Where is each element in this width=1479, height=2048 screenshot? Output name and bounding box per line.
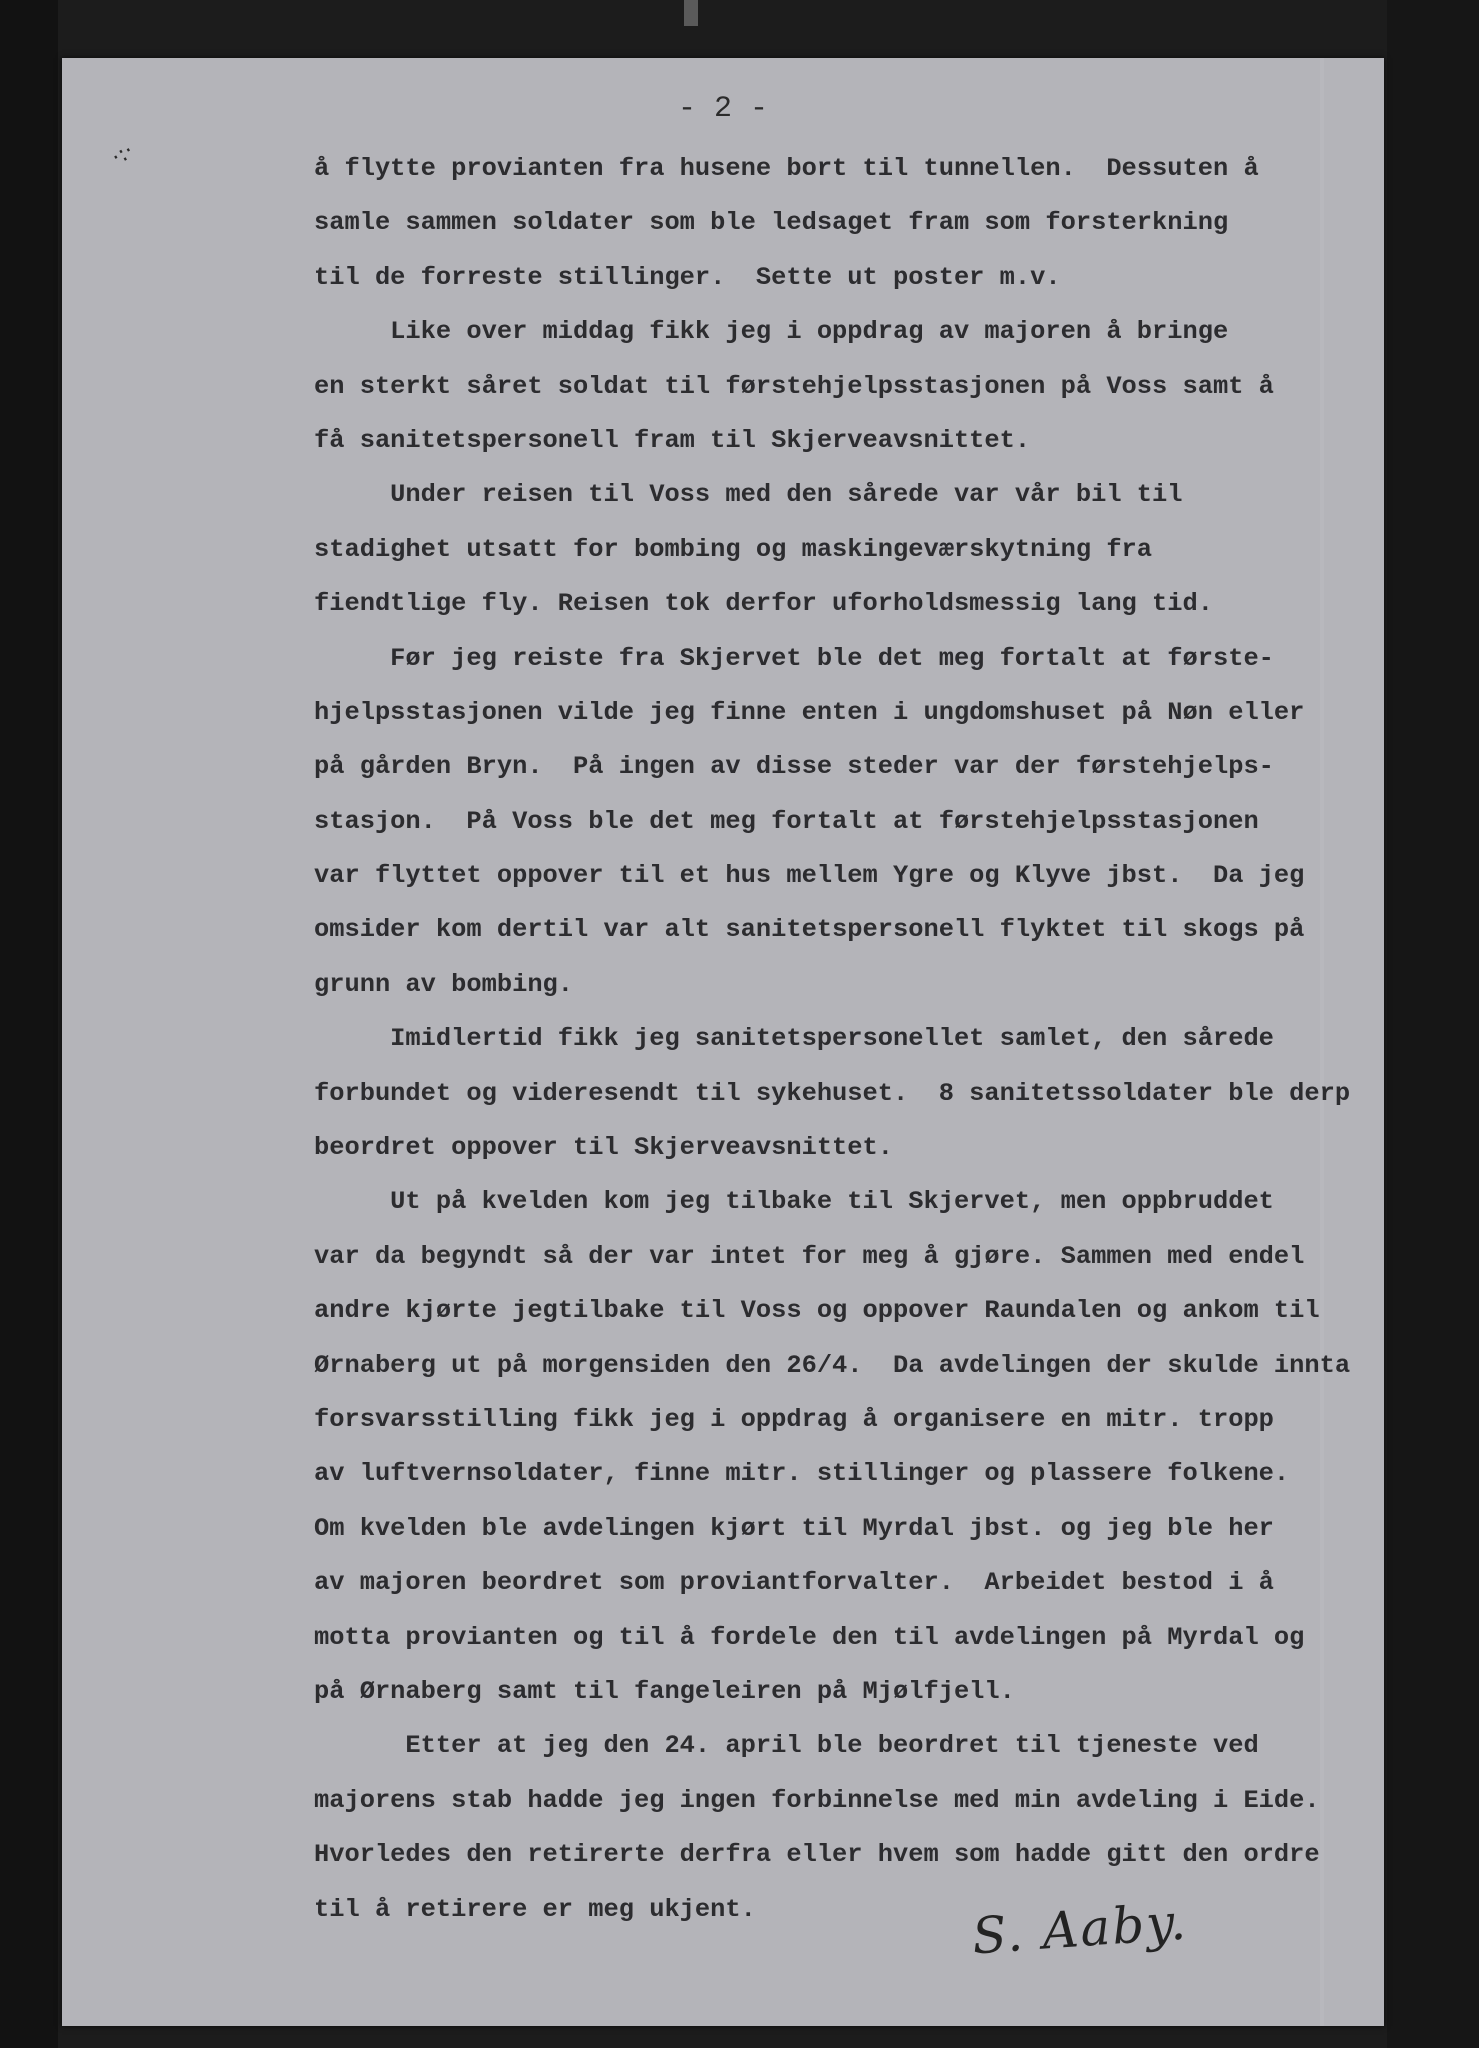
text-line: Ørnaberg ut på morgensiden den 26/4. Da avdelingen der skulde innta [314,1350,1351,1380]
text-line: majorens stab hadde jeg ingen forbinnelse med min avdeling i Eide. [314,1785,1320,1815]
text-line: Imidlertid fikk jeg sanitetspersonellet samlet, den sårede [314,1024,1274,1054]
text-line: grunn av bombing. [314,969,574,999]
text-line: på gården Bryn. På ingen av disse steder var der førstehjelps- [314,752,1274,782]
corner-mark: ·:· [107,138,139,171]
text-line: Om kvelden ble avdelingen kjørt til Myrdal jbst. og jeg ble her [314,1513,1274,1543]
text-line: en sterkt såret soldat til førstehjelpsstasjonen på Voss samt å [314,371,1274,401]
text-line: Etter at jeg den 24. april ble beordret til tjeneste ved [314,1731,1259,1761]
text-line: fiendtlige fly. Reisen tok derfor uforholdsmessig lang tid. [314,589,1213,619]
binding-clip [684,0,698,26]
text-line: Like over middag fikk jeg i oppdrag av majoren å bringe [314,317,1229,347]
text-line: omsider kom dertil var alt sanitetspersonell flyktet til skogs på [314,915,1305,945]
text-line: til de forreste stillinger. Sette ut poster m.v. [314,262,1061,292]
text-line: forbundet og videresendt til sykehuset. 8 sanitetssoldater ble derp [314,1078,1351,1108]
scan-background-left [0,0,58,2048]
text-line: motta provianten og til å fordele den til avdelingen på Myrdal og [314,1622,1305,1652]
text-line: var flyttet oppover til et hus mellem Ygre og Klyve jbst. Da jeg [314,861,1305,891]
text-line: Før jeg reiste fra Skjervet ble det meg fortalt at første- [314,643,1274,673]
text-line: Hvorledes den retirerte derfra eller hvem som hadde gitt den ordre [314,1840,1320,1870]
text-line: var da begyndt så der var intet for meg å gjøre. Sammen med endel [314,1241,1305,1271]
text-line: på Ørnaberg samt til fangeleiren på Mjølfjell. [314,1676,1015,1706]
page-number: - 2 - [677,92,768,126]
text-line: samle sammen soldater som ble ledsaget fram som forsterkning [314,208,1229,238]
text-line: stadighet utsatt for bombing og maskingeværskytning fra [314,534,1153,564]
text-line: hjelpsstasjonen vilde jeg finne enten i ungdomshuset på Nøn eller [314,697,1305,727]
document-page [62,58,1384,2026]
text-line: forsvarsstilling fikk jeg i oppdrag å organisere en mitr. tropp [314,1404,1274,1434]
text-line: av majoren beordret som proviantforvalter. Arbeidet bestod i å [314,1568,1274,1598]
text-line: få sanitetspersonell fram til Skjerveavsnittet. [314,425,1031,455]
text-line: andre kjørte jegtilbake til Voss og oppover Raundalen og ankom til [314,1296,1320,1326]
scan-background-right [1387,0,1479,2048]
text-line: beordret oppover til Skjerveavsnittet. [314,1133,894,1163]
text-line: av luftvernsoldater, finne mitr. stillinger og plassere folkene. [314,1459,1290,1489]
text-line: stasjon. På Voss ble det meg fortalt at førstehjelpsstasjonen [314,806,1259,836]
text-line: Ut på kvelden kom jeg tilbake til Skjervet, men oppbruddet [314,1187,1274,1217]
text-line: å flytte provianten fra husene bort til tunnellen. Dessuten å [314,154,1259,183]
text-line: Under reisen til Voss med den sårede var vår bil til [314,480,1183,510]
text-line: til å retirere er meg ukjent. [314,1894,756,1924]
typed-letter-body [314,142,1384,1937]
handwritten-signature: S. Aaby. [970,1892,1190,1966]
